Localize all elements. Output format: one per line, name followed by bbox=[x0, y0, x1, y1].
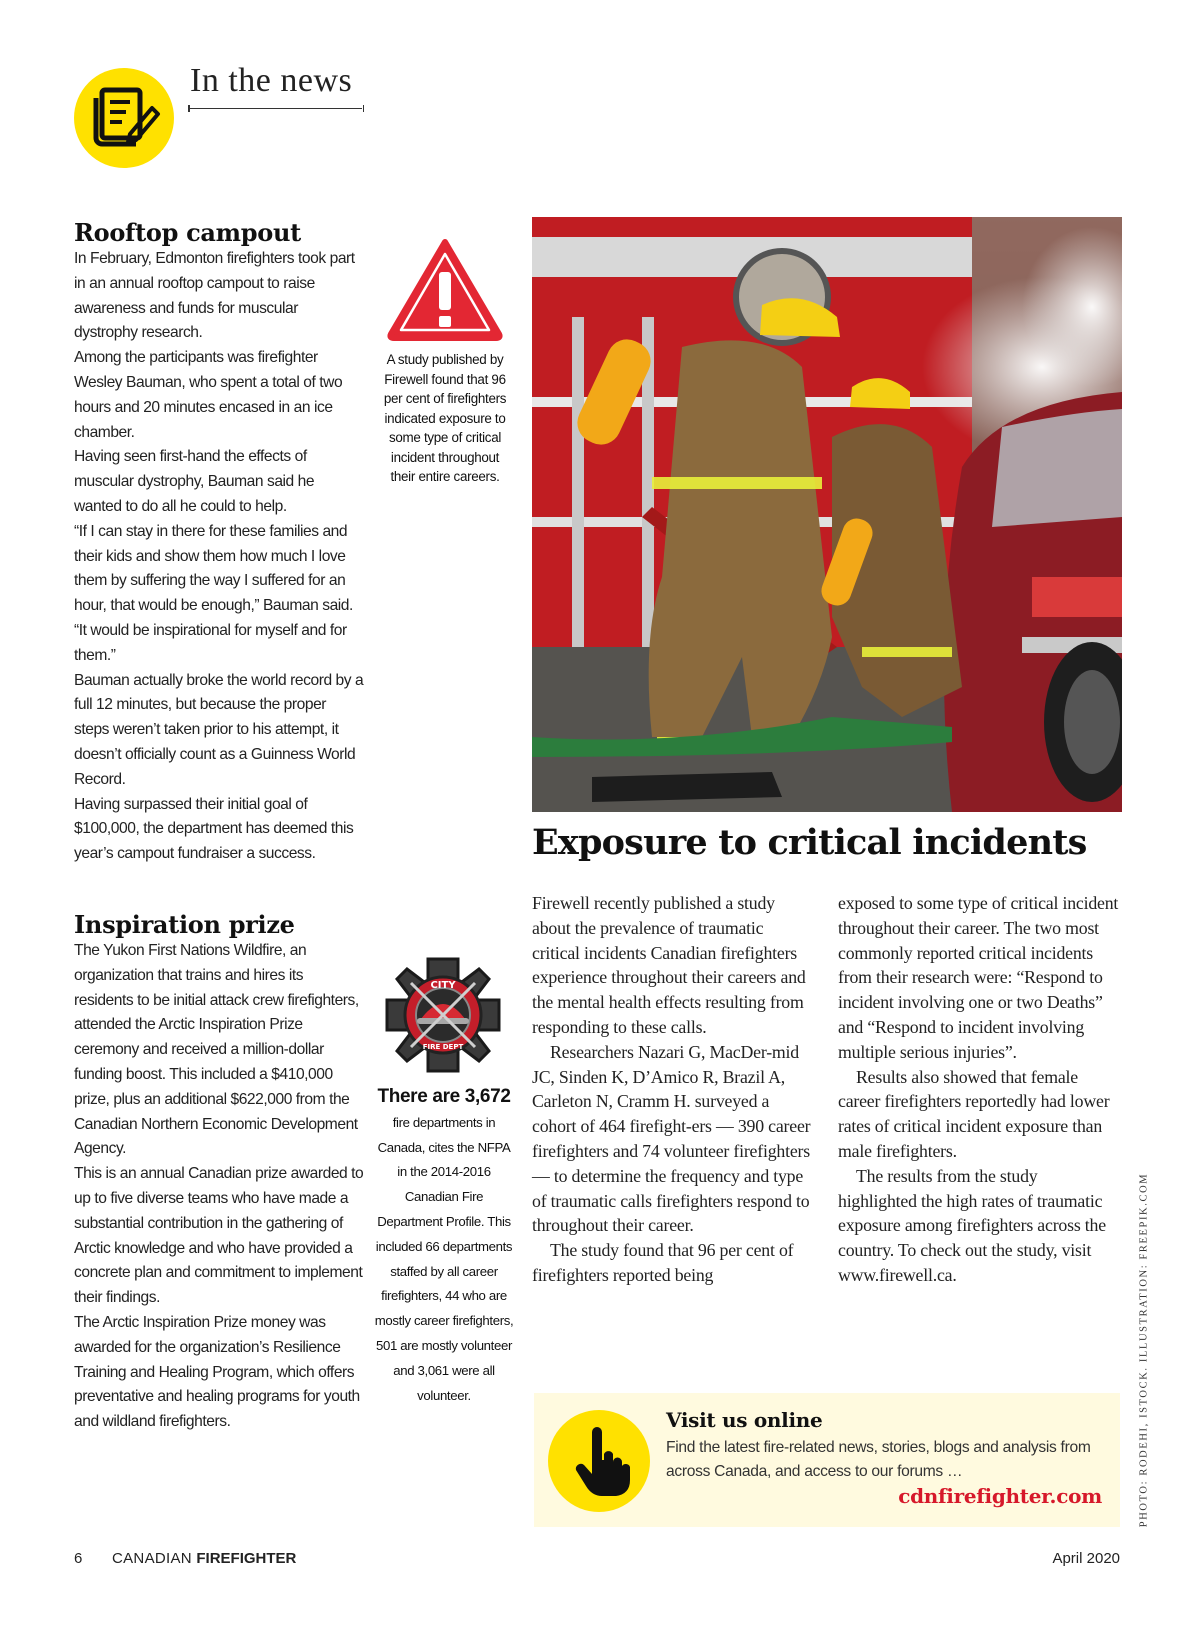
story-paragraph: This is an annual Canadian prize awarded to up to five diverse teams who have made a substantial contribution in the gathering of Arctic knowledge and who have provided a concrete plan and commitment to implement their findings. bbox=[74, 1165, 364, 1307]
article-paragraph: Firewell recently published a study about the prevalence of traumatic critical incidents Canadian firefighters experience throughout their careers and the mental health effects resulting from responding to these calls. bbox=[532, 893, 806, 1037]
inspiration-prize-story bbox=[74, 910, 364, 1435]
visit-online-title: Visit us online bbox=[666, 1408, 823, 1432]
article-paragraph: The results from the study highlighted the high rates of traumatic exposure among firefighters across the country. To check out the study, visit www.firewell.ca. bbox=[838, 1165, 1106, 1285]
publication-name-prefix: CANADIAN bbox=[112, 1550, 192, 1567]
photo-credit: PHOTO: RODEHI, ISTOCK. ILLUSTRATION: FREEPIK.COM bbox=[1138, 1172, 1150, 1528]
section-title-rule bbox=[190, 108, 362, 109]
story-paragraph: The Arctic Inspiration Prize money was awarded for the organization’s Resilience Training and Healing Program, which offers preventative and healing programs for youth and wildland firefighters. bbox=[74, 1313, 360, 1431]
article-paragraph: The study found that 96 per cent of firefighters reported being bbox=[532, 1240, 794, 1285]
firewell-study-sidebar: A study published by Firewell found that 96 per cent of firefighters indicated exposure to some type of critical incident throughout their entire careers. bbox=[383, 352, 507, 484]
story-paragraph: Having surpassed their initial goal of $100,000, the department has deemed this year’s campout fundraiser a success. bbox=[74, 795, 354, 863]
publication-name-bold: FIREFIGHTER bbox=[196, 1550, 297, 1567]
visit-online-text: Find the latest fire-related news, stories, blogs and analysis from across Canada, and access to our forums … bbox=[666, 1439, 1091, 1480]
story-paragraph: In February, Edmonton firefighters took part in an annual rooftop campout to raise awareness and funds for muscular dystrophy research. bbox=[74, 250, 355, 342]
fire-department-badge-icon bbox=[383, 955, 503, 1075]
article-paragraph: Results also showed that female career firefighters reportedly had lower rates of critical incident exposure than male firefighters. bbox=[838, 1066, 1110, 1161]
fire-departments-sidebar bbox=[372, 1085, 516, 1408]
inspiration-prize-heading: Inspiration prize bbox=[74, 910, 295, 939]
story-paragraph: Among the participants was firefighter Wesley Bauman, who spent a total of two hours and 20 minutes encased in an ice chamber. bbox=[74, 349, 343, 441]
article-paragraph: exposed to some type of critical incident throughout their career. The two most commonly reported critical incidents from their research were: “Respond to incident involving one or two Deaths” and “Respond to incident involving multiple serious injuries”. bbox=[838, 893, 1119, 1062]
warning-triangle-icon bbox=[385, 236, 505, 344]
story-paragraph: Having seen first-hand the effects of muscular dystrophy, Bauman said he wanted to do all he could to help. bbox=[74, 448, 315, 515]
pointing-hand-icon bbox=[548, 1410, 650, 1512]
fire-departments-text: fire departments in Canada, cites the NFPA in the 2014-2016 Canadian Fire Department Profile. This included 66 departments staffed by all career firefighters, 44 who are mostly career firefighters, 501 are mostly volunteer and 3,061 were all volunteer. bbox=[374, 1114, 514, 1403]
article-column-2 bbox=[838, 891, 1120, 1288]
section-title: In the news bbox=[190, 62, 353, 99]
article-title: Exposure to critical incidents bbox=[532, 822, 1087, 863]
rooftop-campout-heading: Rooftop campout bbox=[74, 218, 301, 247]
fire-departments-lead: There are 3,672 bbox=[377, 1086, 511, 1107]
publication-name bbox=[112, 1550, 296, 1567]
badge-top-text: CITY bbox=[430, 980, 456, 991]
story-paragraph: Bauman actually broke the world record by a full 12 minutes, but because the proper steps weren’t taken prior to his attempt, it doesn’t officially count as a Guinness World Record. bbox=[74, 671, 364, 788]
notepad-pencil-icon bbox=[74, 68, 174, 168]
firefighters-photo bbox=[532, 217, 1122, 812]
page-number: 6 bbox=[74, 1550, 83, 1567]
issue-date: April 2020 bbox=[1052, 1550, 1120, 1567]
cdnfirefighter-link[interactable]: cdnfirefighter.com bbox=[898, 1484, 1102, 1508]
article-paragraph: Researchers Nazari G, MacDer-mid JC, Sinden K, D’Amico R, Brazil A, Carleton N, Cramm H. surveyed a cohort of 464 firefight-ers — 390 career firefighters and 74 volunteer firefighters — to determine the frequency and type of traumatic calls firefighters respond to throughout their career. bbox=[532, 1041, 811, 1236]
article-column-1 bbox=[532, 891, 814, 1288]
story-paragraph: “If I can stay in there for these families and their kids and show them how much I love them by suffering the way I suffered for an hour, that would be enough,” Bauman said. “It would be inspirational for myself and for them.” bbox=[74, 522, 353, 664]
story-paragraph: The Yukon First Nations Wildfire, an organization that trains and hires its residents to be initial attack crew firefighters, attended the Arctic Inspiration Prize ceremony and received a million-dollar funding boost. This included a $410,000 prize, plus an additional $622,000 from the Canadian Northern Economic Development Agency. bbox=[74, 942, 359, 1158]
badge-bottom-text: FIRE DEPT bbox=[422, 1043, 464, 1051]
rooftop-campout-story bbox=[74, 218, 364, 867]
